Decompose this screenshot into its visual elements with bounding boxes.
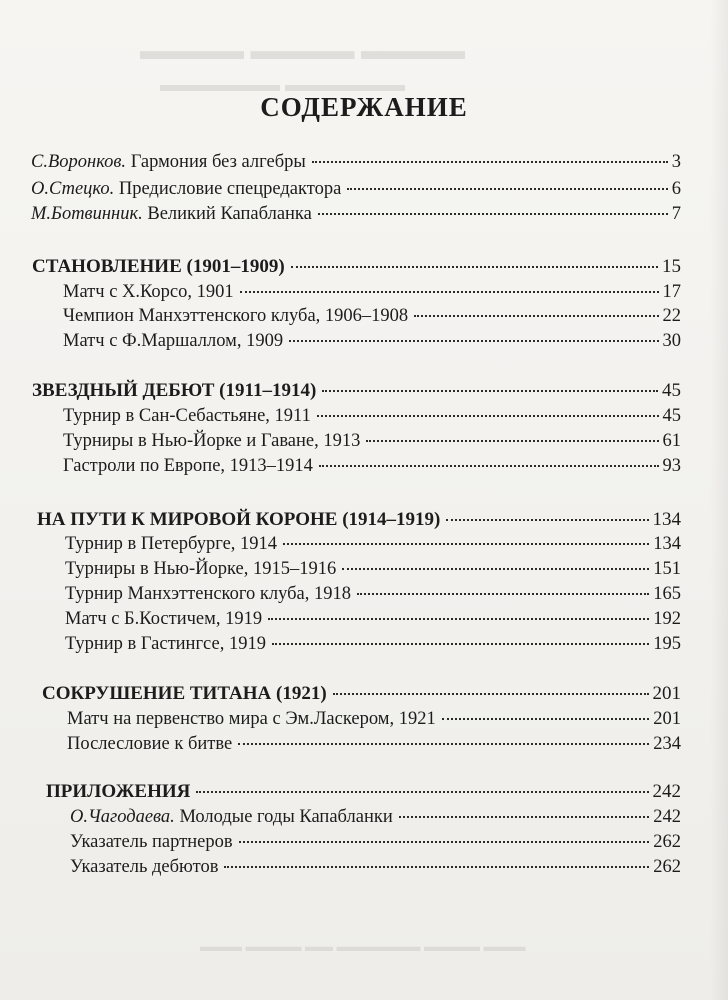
toc-entry-author: М.Ботвинник. <box>31 204 143 224</box>
toc-entry <box>63 305 681 327</box>
toc-entry-text: Молодые годы Капабланки <box>179 807 393 827</box>
toc-entry <box>31 203 681 225</box>
toc-entry-page: 6 <box>671 179 681 199</box>
toc-section-heading <box>42 683 681 705</box>
toc-entry-text: Матч с Б.Костичем, 1919 <box>65 609 263 629</box>
toc-entry <box>65 583 681 605</box>
toc-entry-text: Чемпион Манхэттенского клуба, 1906–1908 <box>63 306 409 326</box>
toc-section-title: НА ПУТИ К МИРОВОЙ КОРОНЕ (1914–1919) <box>37 509 441 530</box>
toc-entry-page: 192 <box>653 609 681 629</box>
toc-entry-text: Матч с Ф.Маршаллом, 1909 <box>63 331 284 351</box>
toc-section-title: ПРИЛОЖЕНИЯ <box>46 781 191 802</box>
toc-entry <box>63 430 681 452</box>
toc-entry-page: 262 <box>653 857 681 877</box>
toc-entry-text: Указатель партнеров <box>70 832 233 852</box>
toc-section-title: ЗВЕЗДНЫЙ ДЕБЮТ (1911–1914) <box>32 380 317 401</box>
toc-entry <box>31 151 681 173</box>
toc-entry-text: Гастроли по Европе, 1913–1914 <box>63 456 313 476</box>
toc-entry <box>31 178 681 200</box>
toc-section-page: 242 <box>652 781 681 802</box>
toc-entry-text: Турнир Манхэттенского клуба, 1918 <box>65 584 351 604</box>
toc-entry-page: 242 <box>653 807 681 827</box>
dot-leader <box>239 841 650 843</box>
toc-entry-text: Турниры в Нью-Йорке и Гаване, 1913 <box>63 431 361 451</box>
toc-entry <box>65 633 681 655</box>
bleed-through-decoration: ▬▬▬▬▬▬ ▬▬▬▬▬▬ <box>160 74 405 96</box>
dot-leader <box>268 618 649 620</box>
toc-section-page: 45 <box>662 380 681 401</box>
toc-section-heading <box>46 781 681 803</box>
toc-entry-text: Послесловие к битве <box>67 734 233 754</box>
toc-entry-page: 30 <box>662 331 681 351</box>
toc-entry <box>65 608 681 630</box>
toc-entry-text: Указатель дебютов <box>70 857 219 877</box>
dot-leader <box>291 266 658 268</box>
toc-entry <box>65 558 681 580</box>
toc-entry-page: 262 <box>653 832 681 852</box>
toc-entry-page: 7 <box>671 204 681 224</box>
toc-entry-page: 22 <box>662 306 681 326</box>
dot-leader <box>342 568 649 570</box>
toc-entry-page: 195 <box>653 634 681 654</box>
dot-leader <box>399 816 650 818</box>
page-title: СОДЕРЖАНИЕ <box>260 92 468 122</box>
toc-entry <box>67 708 681 730</box>
toc-section-page: 15 <box>662 256 681 277</box>
toc-entry-text: Турнир в Гастингсе, 1919 <box>65 634 266 654</box>
page-edge-shadow <box>710 0 728 1000</box>
toc-entry-text: Гармония без алгебры <box>130 152 306 172</box>
toc-entry-text: Турниры в Нью-Йорке, 1915–1916 <box>65 559 337 579</box>
toc-section-title: СТАНОВЛЕНИЕ (1901–1909) <box>32 256 285 277</box>
bleed-through-decoration: ▬▬▬▬ ▬▬▬▬ ▬▬▬▬ <box>140 36 465 65</box>
toc-entry-text: Турнир в Петербурге, 1914 <box>65 534 278 554</box>
dot-leader <box>272 643 649 645</box>
dot-leader <box>357 593 649 595</box>
toc-entry <box>63 281 681 303</box>
toc-section-heading <box>32 380 681 402</box>
dot-leader <box>442 718 650 720</box>
dot-leader <box>347 188 667 190</box>
toc-entry-text: Матч на первенство мира с Эм.Ласкером, 1921 <box>67 709 436 729</box>
dot-leader <box>196 791 648 793</box>
toc-entry-page: 234 <box>653 734 681 754</box>
toc-entry-author: О.Стецко. <box>31 179 115 199</box>
dot-leader <box>283 543 649 545</box>
toc-entry-page: 165 <box>653 584 681 604</box>
dot-leader <box>333 693 649 695</box>
dot-leader <box>289 340 658 342</box>
toc-entry-page: 61 <box>662 431 681 451</box>
dot-leader <box>366 440 658 442</box>
toc-entry <box>70 856 681 878</box>
dot-leader <box>319 465 659 467</box>
toc-entry <box>65 533 681 555</box>
dot-leader <box>238 743 649 745</box>
toc-section-heading <box>37 509 681 531</box>
toc-entry-page: 17 <box>662 282 681 302</box>
toc-entry <box>70 831 681 853</box>
toc-section-page: 134 <box>652 509 681 530</box>
toc-entry-text: Великий Капабланка <box>147 204 312 224</box>
dot-leader <box>414 315 658 317</box>
toc-entry-page: 93 <box>662 456 681 476</box>
toc-entry-page: 201 <box>653 709 681 729</box>
toc-entry-page: 134 <box>653 534 681 554</box>
toc-entry <box>63 330 681 352</box>
dot-leader <box>317 415 659 417</box>
toc-entry-text: Турнир в Сан-Себастьяне, 1911 <box>63 406 311 426</box>
toc-section-heading <box>32 256 681 278</box>
toc-entry-page: 151 <box>653 559 681 579</box>
dot-leader <box>318 213 668 215</box>
bleed-through-decoration: ▬▬▬ ▬▬▬▬ ▬▬▬▬▬▬ ▬▬ ▬▬▬▬ ▬▬▬ <box>200 940 526 955</box>
toc-entry-author: О.Чагодаева. <box>70 807 175 827</box>
dot-leader <box>322 390 658 392</box>
dot-leader <box>240 291 659 293</box>
toc-section-title: СОКРУШЕНИЕ ТИТАНА (1921) <box>42 683 327 704</box>
dot-leader <box>224 866 649 868</box>
toc-entry <box>70 806 681 828</box>
toc-entry-text: Предисловие спецредактора <box>118 179 342 199</box>
toc-section-page: 201 <box>652 683 681 704</box>
toc-entry-page: 45 <box>662 406 681 426</box>
toc-entry <box>67 733 681 755</box>
toc-entry-author: С.Воронков. <box>31 152 127 172</box>
toc-entry-text: Матч с Х.Корсо, 1901 <box>63 282 234 302</box>
dot-leader <box>312 161 668 163</box>
toc-entry <box>63 405 681 427</box>
toc-entry <box>63 455 681 477</box>
toc-entry-page: 3 <box>671 152 681 172</box>
dot-leader <box>446 519 648 521</box>
